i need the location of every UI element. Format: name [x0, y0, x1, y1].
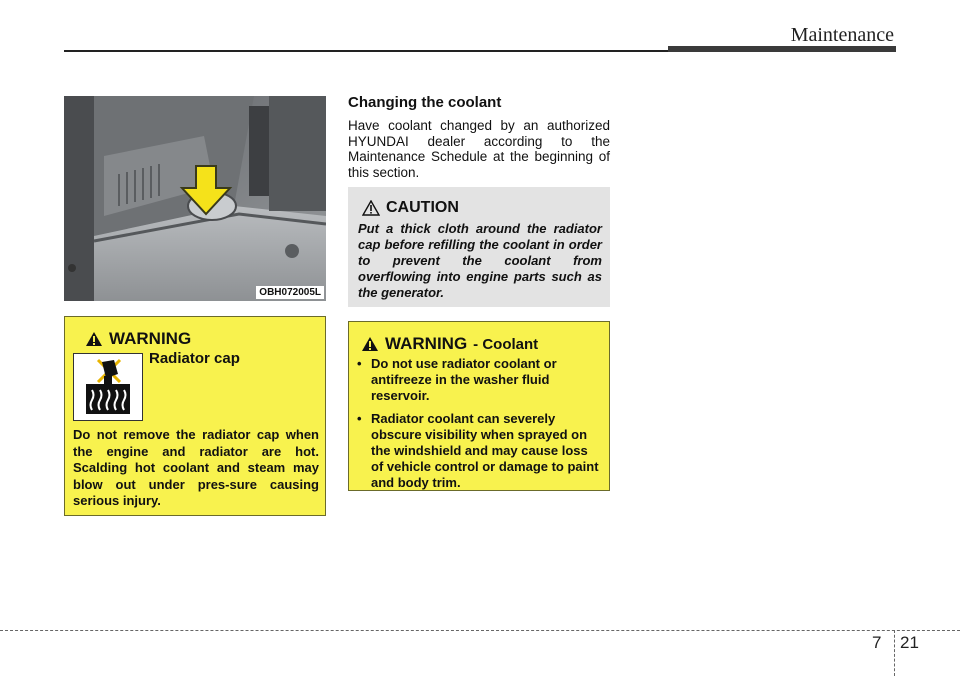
caution-triangle-icon — [362, 200, 380, 216]
warning-title: WARNING — [385, 334, 468, 353]
warning-title: WARNING — [109, 329, 192, 348]
warning-text: Do not remove the radiator cap when the engine and radiator are hot. Scalding hot coolant and steam may blow out under pres-sure causing serious injury. — [73, 427, 319, 508]
engine-illustration — [64, 96, 326, 301]
radiator-cap-warning — [64, 316, 326, 516]
header-rule-accent — [668, 46, 896, 52]
caution-title: CAUTION — [386, 199, 459, 216]
warning-subtitle: Radiator cap — [149, 350, 240, 367]
header-rule — [64, 50, 668, 52]
caution-box — [348, 187, 610, 307]
hot-radiator-icon — [73, 353, 143, 421]
caution-text: Put a thick cloth around the radiator cap before refilling the coolant in order to prevent the coolant from overflowing into engine parts such as the generator. — [358, 221, 602, 300]
page-number: 21 — [900, 633, 919, 652]
section-body: Have coolant changed by an authorized HYUNDAI dealer according to the Maintenance Schedule at the beginning of this section. — [348, 118, 610, 180]
warning-subtitle: - Coolant — [473, 335, 539, 353]
list-item: • Radiator coolant can severely obscure visibility when sprayed on the windshield and may cause loss of vehicle control or damage to paint and body trim. — [357, 411, 599, 490]
engine-photo — [64, 96, 326, 301]
warning-triangle-icon — [361, 336, 379, 352]
warning-triangle-icon — [85, 331, 103, 347]
warning-heading — [361, 334, 538, 354]
list-item: • Do not use radiator coolant or antifreeze in the washer fluid reservoir. — [357, 356, 557, 403]
header-title: Maintenance — [790, 24, 894, 46]
footer-rule — [0, 630, 960, 631]
caution-heading — [362, 199, 459, 217]
footer-divider — [894, 630, 895, 676]
section-title: Changing the coolant — [348, 94, 502, 111]
coolant-warning — [348, 321, 610, 491]
chapter-number: 7 — [872, 633, 882, 652]
photo-code: OBH072005L — [256, 286, 324, 299]
warning-heading — [85, 329, 191, 349]
warning-bullets — [357, 356, 603, 498]
